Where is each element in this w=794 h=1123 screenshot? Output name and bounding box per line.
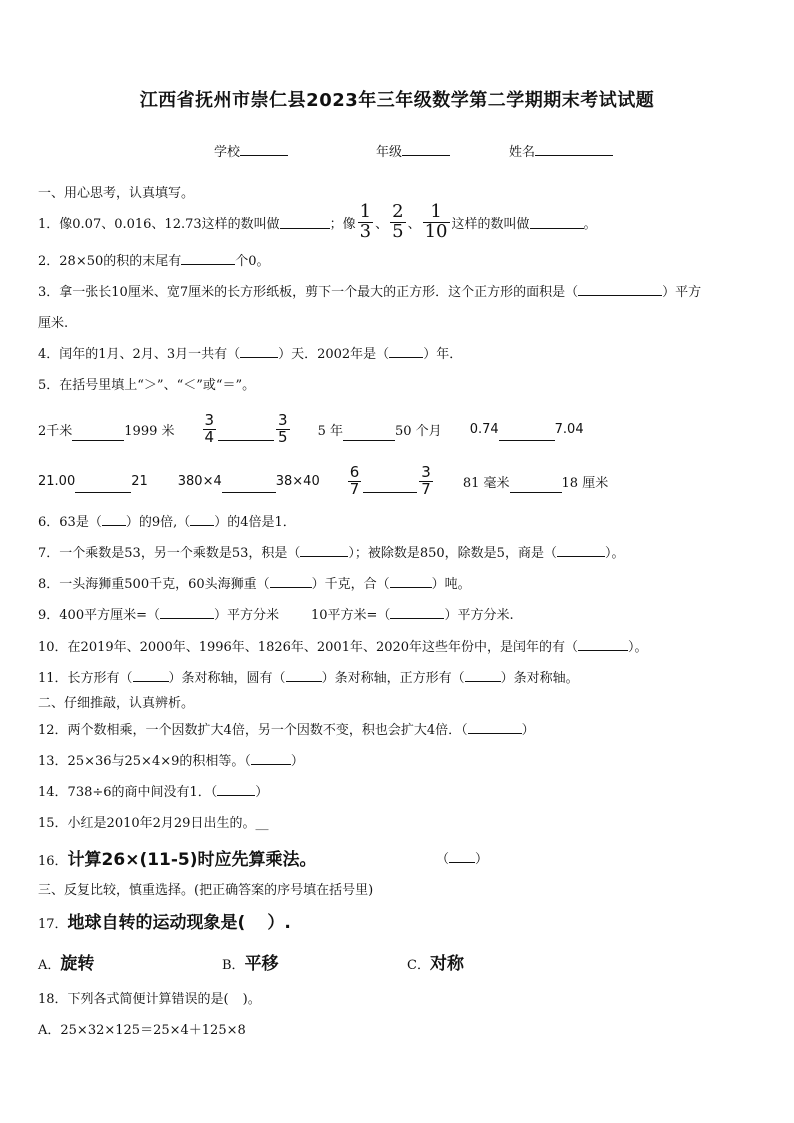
cmp-item: 81 毫米 <box>462 475 510 491</box>
paren-close: ） <box>475 852 489 867</box>
answer-blank[interactable] <box>160 605 214 619</box>
section-2-heading: 二、仔细推敲，认真辨析。 <box>38 696 195 711</box>
q9-text-a: 9．400平方厘米=（ <box>38 608 160 623</box>
answer-blank[interactable] <box>499 427 555 441</box>
q7-text-b: ）；被除数是850，除数是5，商是（ <box>348 546 557 561</box>
answer-blank[interactable] <box>218 427 274 441</box>
q6-text-b: ）的9倍,（ <box>125 515 191 530</box>
school-label: 学校 <box>214 145 241 160</box>
answer-blank[interactable] <box>578 282 662 296</box>
question-15 <box>38 812 268 831</box>
cmp-item: 38×40 <box>275 473 320 489</box>
q16-answer[interactable] <box>436 848 488 867</box>
answer-blank[interactable] <box>530 215 584 229</box>
q16-number: 16． <box>38 854 68 869</box>
answer-blank[interactable] <box>343 427 395 441</box>
q11-text-b: ）条对称轴，圆有（ <box>168 671 286 686</box>
q4-text-a: 4．闰年的1月、2月、3月一共有（ <box>38 347 241 362</box>
answer-blank[interactable] <box>270 574 312 588</box>
option-key: A． <box>38 958 61 973</box>
answer-blank[interactable] <box>280 215 330 229</box>
q9-text-c: 10平方米=（ <box>311 608 391 623</box>
name-label: 姓名 <box>509 145 536 160</box>
q1-text-a: 1．像0.07、0.016、12.73这样的数叫做 <box>38 216 280 232</box>
q13-text-a: 13．25×36与25×4×9的积相等。（ <box>38 754 251 769</box>
q8-text-a: 8．一头海狮重500千克，60头海狮重（ <box>38 577 270 592</box>
q14-text-b: ） <box>255 785 269 800</box>
q17-option-c[interactable] <box>407 949 464 974</box>
option-value: 平移 <box>244 954 279 974</box>
answer-blank[interactable] <box>75 479 131 493</box>
q1-text-d: 。 <box>583 216 597 232</box>
option-key: B． <box>222 958 245 973</box>
answer-blank[interactable] <box>133 668 169 682</box>
q11-text-d: ）条对称轴。 <box>500 671 579 686</box>
question-10 <box>38 636 648 655</box>
fraction-6-7: $\frac{6}{7}$ <box>349 462 360 498</box>
answer-blank[interactable] <box>286 668 322 682</box>
cmp-item: 18 厘米 <box>561 475 609 491</box>
cmp-item: 21.00 <box>38 473 76 489</box>
section-1-heading: 一、用心思考，认真填写。 <box>38 186 195 201</box>
name-field[interactable] <box>509 141 613 160</box>
separator: 、 <box>407 216 421 232</box>
q4-text-b: ）天．2002年是（ <box>278 347 390 362</box>
question-5: 5．在括号里填上“＞”、“＜”或“＝”。 <box>38 378 256 393</box>
compare-row-2 <box>38 460 608 502</box>
answer-blank[interactable] <box>390 605 444 619</box>
answer-blank[interactable] <box>72 427 124 441</box>
fraction-1-10: $\frac{1}{10}$ <box>424 200 448 242</box>
q17-number: 17． <box>38 917 68 932</box>
separator: 、 <box>375 216 389 232</box>
q12-text-a: 12．两个数相乘，一个因数扩大4倍，另一个因数不变，积也会扩大4倍．（ <box>38 723 468 738</box>
option-value: 对称 <box>429 954 464 974</box>
q18-option-a[interactable]: A．25×32×125＝25×4＋125×8 <box>38 1023 246 1038</box>
q4-text-c: ）年． <box>423 347 463 362</box>
q9-text-d: ）平方分米. <box>444 608 514 623</box>
question-11 <box>38 667 579 686</box>
question-9 <box>38 604 514 623</box>
cmp-item: 50 个月 <box>395 423 442 439</box>
question-3 <box>38 281 701 300</box>
answer-blank[interactable] <box>251 751 291 765</box>
answer-blank[interactable]: __ <box>255 816 269 831</box>
cmp-item: 2千米 <box>38 423 73 439</box>
q6-text-a: 6．63是（ <box>38 515 102 530</box>
q11-text-c: ）条对称轴，正方形有（ <box>321 671 465 686</box>
answer-blank[interactable] <box>557 543 605 557</box>
answer-blank[interactable] <box>389 344 423 358</box>
answer-blank[interactable] <box>449 849 475 863</box>
cmp-item: 380×4 <box>177 473 222 489</box>
page-title: 江西省抚州市崇仁县2023年三年级数学第二学期期末考试试题 <box>139 90 655 111</box>
question-14 <box>38 781 268 800</box>
cmp-item: 1999 米 <box>124 423 175 439</box>
q17-text-a: 地球自转的运动现象是( <box>67 913 246 933</box>
grade-label: 年级 <box>376 145 403 160</box>
q16-text: 计算26×(11-5)时应先算乘法。 <box>67 850 317 870</box>
q12-text-b: ） <box>521 723 535 738</box>
question-8 <box>38 573 471 592</box>
q3-text-a: 3．拿一张长10厘米、宽7厘米的长方形纸板，剪下一个最大的正方形．这个正方形的面积是（ <box>38 285 579 300</box>
answer-blank[interactable] <box>468 720 522 734</box>
question-7 <box>38 542 624 561</box>
question-12 <box>38 719 535 738</box>
q10-text-b: ）。 <box>628 640 648 655</box>
answer-blank[interactable] <box>181 251 235 265</box>
question-17 <box>38 908 291 933</box>
q14-text-a: 14．738÷6的商中间没有1．（ <box>38 785 218 800</box>
cmp-item: 0.74 <box>469 421 499 437</box>
q1-text-c: 这样的数叫做 <box>451 216 530 232</box>
q9-text-b: ）平方分米 <box>213 608 279 623</box>
fraction-2-5: $\frac{2}{5}$ <box>392 200 404 242</box>
school-field[interactable] <box>214 141 288 160</box>
q18-text-a: 18．下列各式简便计算错误的是( <box>38 992 229 1007</box>
cmp-item: 5 年 <box>317 423 343 439</box>
question-4 <box>38 343 462 362</box>
answer-blank[interactable] <box>217 782 255 796</box>
option-key: C． <box>407 958 430 973</box>
q11-text-a: 11．长方形有（ <box>38 671 133 686</box>
q10-text-a: 10．在2019年、2000年、1996年、1826年、2001年、2020年这些年份中，是闰年的有（ <box>38 640 579 655</box>
question-6 <box>38 511 296 530</box>
paren-open: （ <box>436 852 450 867</box>
answer-blank[interactable] <box>300 543 348 557</box>
fraction-1-3: $\frac{1}{3}$ <box>359 200 372 242</box>
q8-text-b: ）千克，合（ <box>311 577 390 592</box>
q7-text-c: ）。 <box>604 546 625 561</box>
answer-blank[interactable] <box>465 668 501 682</box>
answer-blank[interactable] <box>222 479 276 493</box>
cmp-item: 21 <box>131 473 148 489</box>
cmp-item: 7.04 <box>554 421 584 437</box>
q1-text-b: ；像 <box>329 216 356 232</box>
answer-blank[interactable] <box>102 512 126 526</box>
q17-text-b: ）. <box>267 913 291 933</box>
q17-option-b[interactable] <box>222 949 279 974</box>
question-18 <box>38 988 261 1007</box>
section-3-heading: 三、反复比较，慎重选择。(把正确答案的序号填在括号里) <box>38 883 374 898</box>
q17-option-a[interactable] <box>38 949 94 974</box>
q3-text-b: ）平方 <box>662 285 702 300</box>
question-1 <box>38 202 597 242</box>
q2-text-a: 2．28×50的积的末尾有 <box>38 254 182 269</box>
question-16 <box>38 845 317 870</box>
answer-blank[interactable] <box>390 574 432 588</box>
answer-blank[interactable] <box>363 479 417 493</box>
q18-text-b: )。 <box>242 992 261 1007</box>
q15-text-a: 15．小红是2010年2月29日出生的。 <box>38 816 256 831</box>
q7-text-a: 7．一个乘数是53，另一个乘数是53，积是（ <box>38 546 301 561</box>
q6-text-c: ）的4倍是1． <box>214 515 296 530</box>
option-value: 旋转 <box>60 954 95 974</box>
question-13 <box>38 750 304 769</box>
answer-blank[interactable] <box>240 344 278 358</box>
answer-blank[interactable] <box>510 479 562 493</box>
answer-blank[interactable] <box>190 512 214 526</box>
fraction-3-4: $\frac{3}{4}$ <box>204 410 215 446</box>
grade-field[interactable] <box>376 141 450 160</box>
question-2 <box>38 250 270 269</box>
answer-blank[interactable] <box>578 637 628 651</box>
question-3-cont: 厘米. <box>38 316 69 331</box>
compare-row-1 <box>38 408 584 450</box>
fraction-3-5: $\frac{3}{5}$ <box>278 410 288 446</box>
q2-text-b: 个0。 <box>235 254 270 269</box>
q13-text-b: ） <box>290 754 304 769</box>
fraction-3-7: $\frac{3}{7}$ <box>421 462 431 498</box>
q8-text-c: ）吨。 <box>431 577 471 592</box>
